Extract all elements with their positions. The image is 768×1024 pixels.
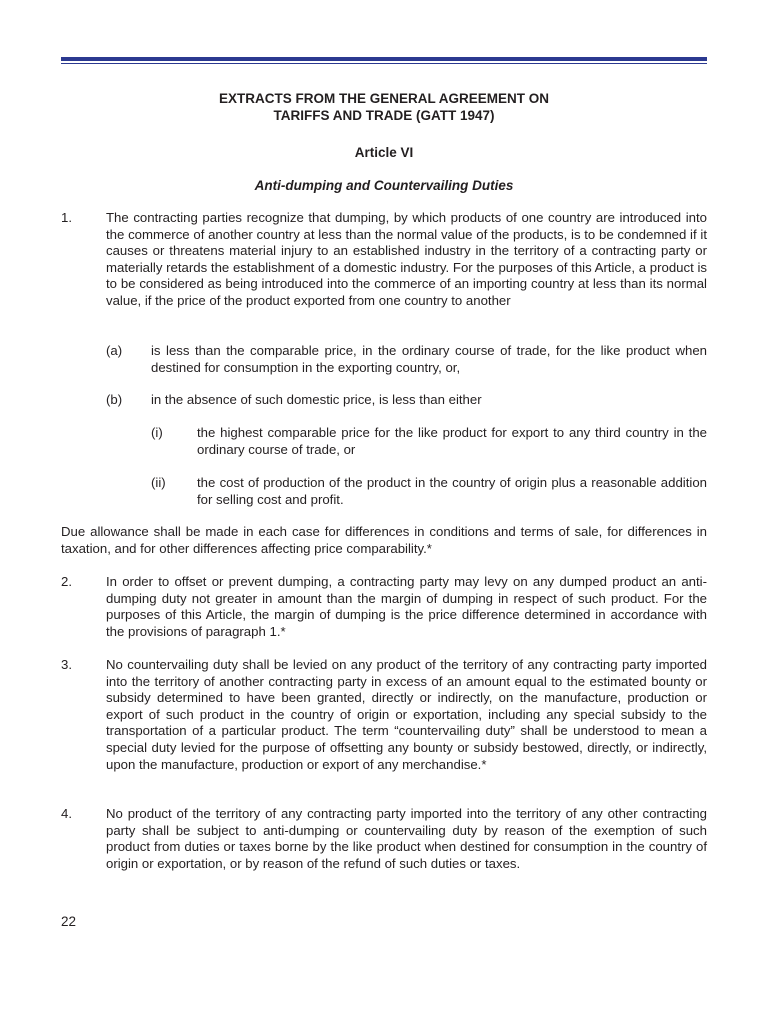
sub-clause-label: (i)	[151, 425, 163, 440]
sub-clause-text: the cost of production of the product in the country of origin plus a reasonable addition for selling cost and profit.	[197, 475, 707, 507]
clause-label: (b)	[106, 392, 123, 407]
paragraph-number: 3.	[61, 657, 72, 672]
sub-clause-text: the highest comparable price for the like product for export to any third country in the ordinary course of trade, or	[197, 425, 707, 457]
title-line-2: TARIFFS AND TRADE (GATT 1947)	[273, 108, 495, 123]
article-heading: Article VI	[354, 145, 414, 160]
clause-text: in the absence of such domestic price, is less than either	[151, 392, 482, 407]
sub-clause-label: (ii)	[151, 475, 166, 490]
page-number: 22	[61, 914, 77, 929]
allowance-paragraph: Due allowance shall be made in each case for differences in conditions and terms of sale, for differences in taxation, and for other differences affecting price comparability.*	[61, 524, 707, 556]
article-subtitle: Anti-dumping and Countervailing Duties	[254, 178, 514, 193]
paragraph-number: 1.	[61, 210, 72, 225]
paragraph-text: No countervailing duty shall be levied on any product of the territory of any contracting party imported into the territory of another contracting party in excess of an amount equal to the estimated bounty or subsidy determined to have been granted, directly or indirectly, on the manufacture, production or export of such product in the country of origin or exportation, including any special subsidy to the transportation of a particular product. The term “countervailing duty” shall be understood to mean a special duty levied for the purpose of offsetting any bounty or subsidy bestowed, directly, or indirectly, upon the manufacture, production or export of any merchandise.*	[106, 657, 707, 772]
title-line-1: EXTRACTS FROM THE GENERAL AGREEMENT ON	[218, 91, 549, 106]
paragraph-text: The contracting parties recognize that dumping, by which products of one country are introduced into the commerce of another country at less than the normal value of the products, is to be condemned if it causes or threatens material injury to an established industry in the territory of a contracting party or materially retards the establishment of a domestic industry. For the purposes of this Article, a product is to be considered as being introduced into the commerce of an importing country at less than its normal value, if the price of the product exported from one country to another	[106, 210, 707, 308]
clause-text: is less than the comparable price, in the ordinary course of trade, for the like product when destined for consumption in the exporting country, or,	[151, 343, 707, 375]
clause-label: (a)	[106, 343, 123, 358]
paragraph-text: No product of the territory of any contracting party imported into the territory of any other contracting party shall be subject to anti-dumping or countervailing duty by reason of the exemption of such product from duties or taxes borne by the like product when destined for consumption in the country of origin or exportation, or by reason of the refund of such duties or taxes.	[106, 806, 707, 871]
header-rule-thin	[61, 63, 707, 64]
document-title	[61, 90, 707, 124]
paragraph-number: 2.	[61, 574, 72, 589]
header-rule-thick	[61, 57, 707, 61]
paragraph-number: 4.	[61, 806, 72, 821]
paragraph-text: In order to offset or prevent dumping, a contracting party may levy on any dumped product an anti-dumping duty not greater in amount than the margin of dumping in respect of such product. For the purposes of this Article, the margin of dumping is the price difference determined in accordance with the provisions of paragraph 1.*	[106, 574, 707, 639]
